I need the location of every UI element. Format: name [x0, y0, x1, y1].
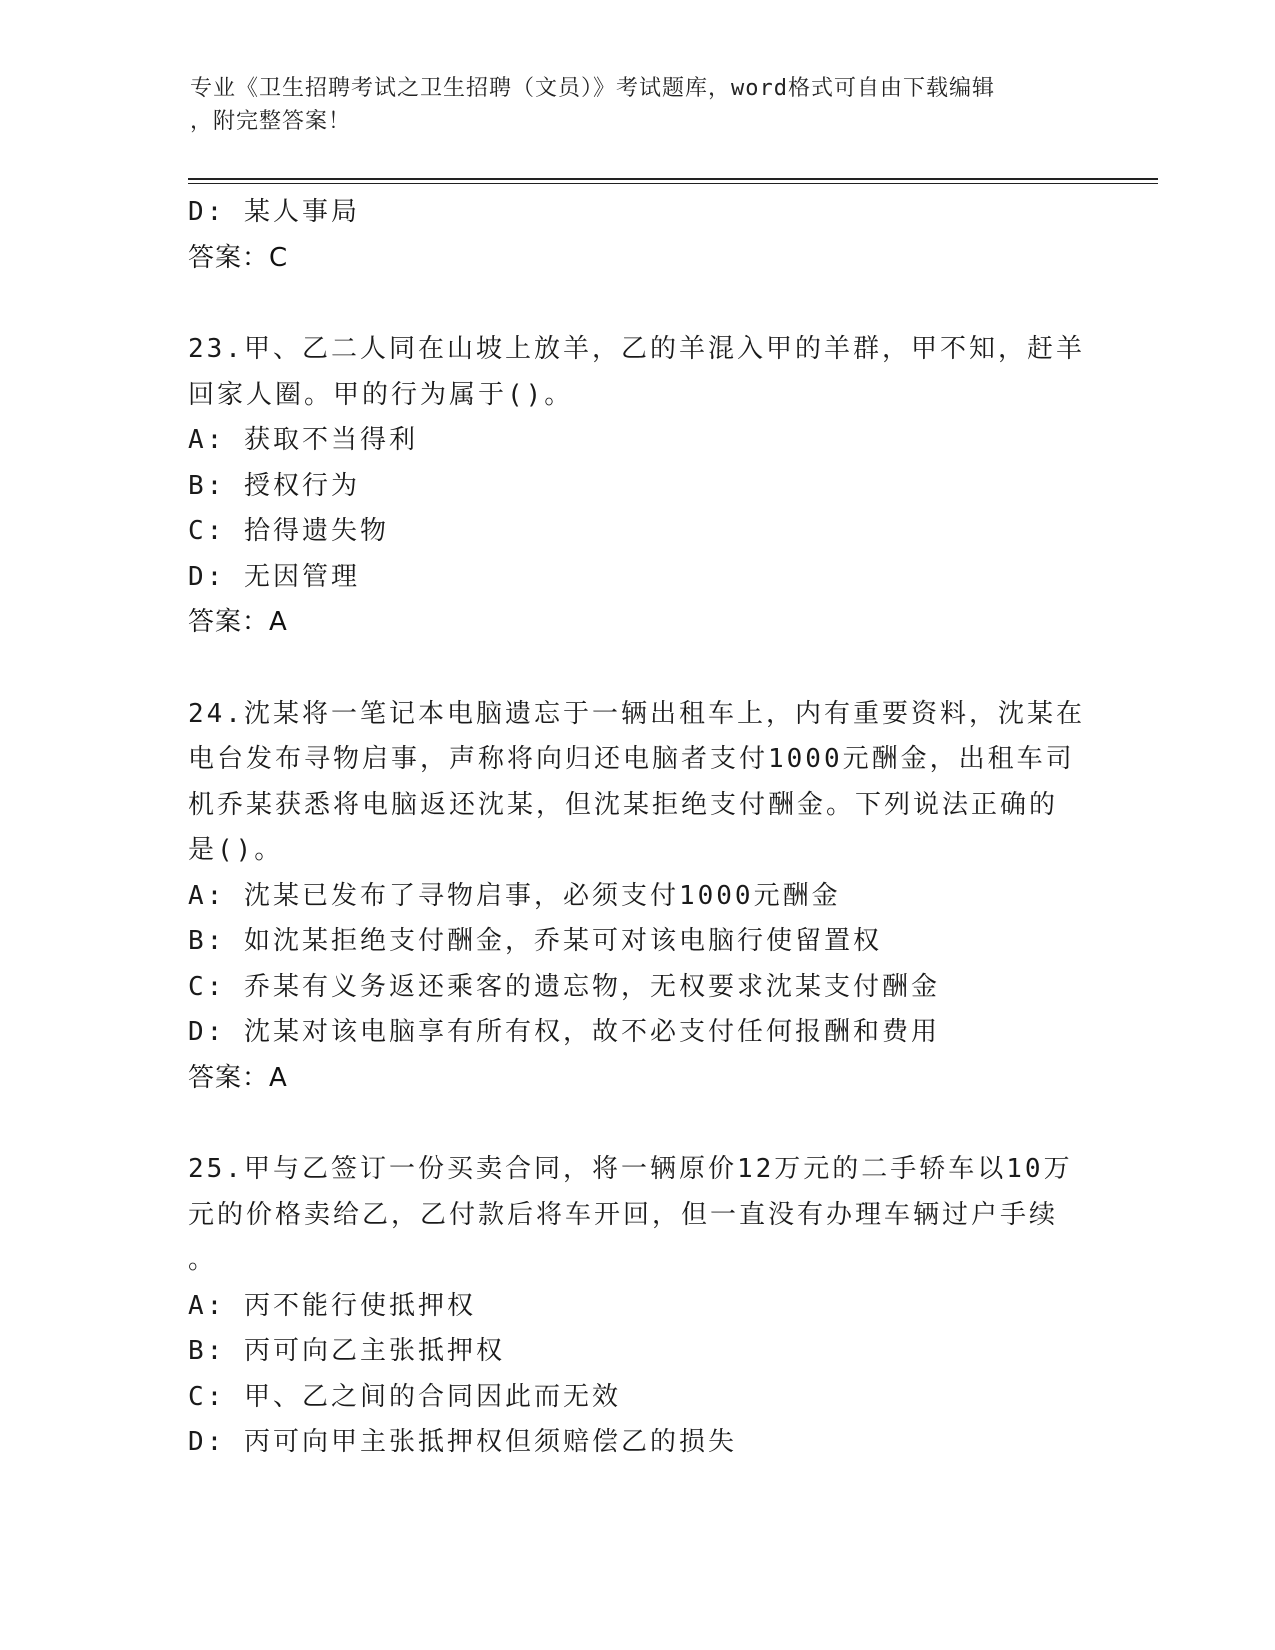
stem-line: 23.甲、乙二人同在山坡上放羊，乙的羊混入甲的羊群，甲不知，赶羊 — [188, 334, 1085, 364]
option-d: D: 无因管理 — [188, 561, 360, 592]
header-divider-thick — [188, 178, 1158, 180]
option-c: C: 乔某有义务返还乘客的遗忘物，无权要求沈某支付酬金 — [188, 971, 940, 1002]
option-d: D: 沈某对该电脑享有所有权，故不必支付任何报酬和费用 — [188, 1017, 940, 1047]
previous-question-option-d: D: 某人事局 — [188, 197, 360, 227]
option-a: A: 获取不当得利 — [188, 425, 418, 455]
option-b: B: 授权行为 — [188, 470, 360, 501]
stem-line: 24.沈某将一笔记本电脑遗忘于一辆出租车上，内有重要资料，沈某在 — [188, 698, 1085, 729]
header-note — [190, 72, 1090, 138]
question-23 — [188, 327, 1088, 646]
stem-line: 电台发布寻物启事，声称将向归还电脑者支付1000元酬金，出租车司 — [188, 744, 1075, 774]
stem-line: 。 — [188, 1245, 218, 1275]
question-list — [188, 190, 1088, 1466]
spacer — [188, 1101, 1088, 1147]
option-c: C: 甲、乙之间的合同因此而无效 — [188, 1381, 621, 1412]
header-divider-thin — [188, 183, 1158, 184]
stem-line: 是()。 — [188, 835, 284, 865]
question-stem — [188, 1147, 1078, 1284]
question-25 — [188, 1147, 1088, 1466]
option-d: D: 丙可向甲主张抵押权但须赔偿乙的损失 — [188, 1427, 737, 1457]
stem-line: 元的价格卖给乙，乙付款后将车开回，但一直没有办理车辆过户手续 — [188, 1199, 1059, 1230]
option-c: C: 拾得遗失物 — [188, 516, 389, 546]
question-stem — [188, 327, 1085, 418]
question-stem — [188, 692, 1085, 874]
header-line-2: ，附完整答案！ — [190, 109, 352, 134]
answer: 答案：A — [188, 607, 288, 637]
stem-line: 回家人圈。甲的行为属于()。 — [188, 379, 574, 410]
previous-question-answer: 答案：C — [188, 242, 289, 273]
spacer — [188, 646, 1088, 692]
option-b: B: 丙可向乙主张抵押权 — [188, 1336, 505, 1366]
answer: 答案：A — [188, 1062, 288, 1093]
stem-line: 机乔某获悉将电脑返还沈某，但沈某拒绝支付酬金。下列说法正确的 — [188, 789, 1059, 820]
header-line-1: 专业《卫生招聘考试之卫生招聘（文员）》考试题库，word格式可自由下载编辑 — [190, 76, 995, 101]
stem-line: 25.甲与乙签订一份买卖合同，将一辆原价12万元的二手轿车以10万 — [188, 1154, 1073, 1184]
question-24 — [188, 692, 1088, 1102]
option-a: A: 沈某已发布了寻物启事，必须支付1000元酬金 — [188, 880, 841, 911]
option-a: A: 丙不能行使抵押权 — [188, 1290, 476, 1321]
option-b: B: 如沈某拒绝支付酬金，乔某可对该电脑行使留置权 — [188, 926, 882, 956]
spacer — [188, 281, 1088, 327]
